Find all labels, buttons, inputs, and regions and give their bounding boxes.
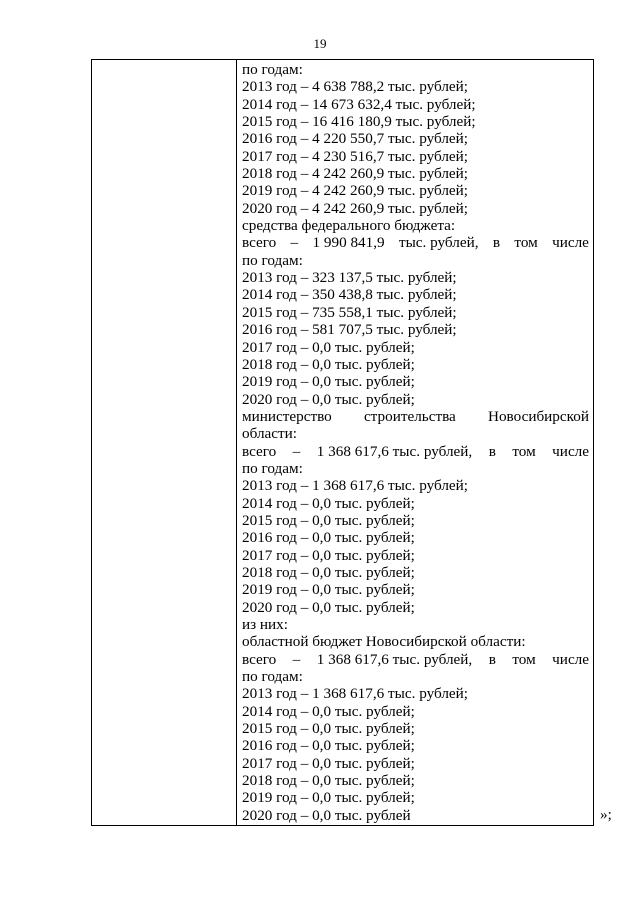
text-line: 2019 год – 4 242 260,9 тыс. рублей; <box>242 182 469 200</box>
text-line: 2018 год – 0,0 тыс. рублей; <box>242 355 415 373</box>
text-line: области: <box>242 425 297 443</box>
text-line-justified <box>242 408 589 425</box>
line-word: всего <box>242 234 277 252</box>
closing-quote-mark: »; <box>600 806 612 823</box>
line-word: строительства <box>363 407 456 425</box>
line-word: в <box>492 234 501 252</box>
line-word: числе <box>552 650 589 668</box>
line-word: том <box>514 234 538 252</box>
line-word: числе <box>552 234 589 252</box>
text-line: 2016 год – 581 707,5 тыс. рублей; <box>242 321 457 339</box>
text-line: 2013 год – 1 368 617,6 тыс. рублей; <box>242 477 469 495</box>
text-line-justified <box>242 651 589 668</box>
line-word: всего <box>242 442 277 460</box>
text-line: по годам: <box>242 251 303 269</box>
text-line: 2017 год – 0,0 тыс. рублей; <box>242 546 415 564</box>
text-line: 2019 год – 0,0 тыс. рублей; <box>242 373 415 391</box>
text-line: 2016 год – 0,0 тыс. рублей; <box>242 737 415 755</box>
line-word: 1 368 617,6 тыс. рублей, <box>316 650 473 668</box>
text-line: 2017 год – 0,0 тыс. рублей; <box>242 754 415 772</box>
text-line: 2016 год – 0,0 тыс. рублей; <box>242 529 415 547</box>
text-line: 2014 год – 14 673 632,4 тыс. рублей; <box>242 95 476 113</box>
line-word: – <box>292 442 301 460</box>
financing-text-cell <box>242 61 589 824</box>
financing-table <box>91 59 594 826</box>
text-line: 2017 год – 4 230 516,7 тыс. рублей; <box>242 147 469 165</box>
line-word: в <box>488 650 496 668</box>
text-line: 2014 год – 0,0 тыс. рублей; <box>242 494 415 512</box>
line-word: том <box>512 650 536 668</box>
column-divider <box>236 60 237 825</box>
text-line: 2020 год – 0,0 тыс. рублей; <box>242 390 415 408</box>
text-line-justified <box>242 443 589 460</box>
text-line: по годам: <box>242 459 303 477</box>
line-word: тыс. рублей, <box>398 234 479 252</box>
text-line: 2017 год – 0,0 тыс. рублей; <box>242 338 415 356</box>
line-word: – <box>290 234 299 252</box>
line-word: – <box>292 650 301 668</box>
text-line: 2018 год – 0,0 тыс. рублей; <box>242 772 415 790</box>
line-word: 1 368 617,6 тыс. рублей, <box>316 442 473 460</box>
text-line: 2019 год – 0,0 тыс. рублей; <box>242 789 415 807</box>
text-line: по годам: <box>242 668 303 686</box>
line-word: Новосибирской <box>487 407 589 425</box>
text-line: 2014 год – 350 438,8 тыс. рублей; <box>242 286 457 304</box>
text-line: 2020 год – 0,0 тыс. рублей <box>242 806 411 824</box>
text-line: 2015 год – 16 416 180,9 тыс. рублей; <box>242 113 476 131</box>
text-line: 2018 год – 0,0 тыс. рублей; <box>242 563 415 581</box>
line-word: том <box>512 442 536 460</box>
text-line: средства федерального бюджета: <box>242 217 456 235</box>
text-line: 2019 год – 0,0 тыс. рублей; <box>242 581 415 599</box>
text-line: 2020 год – 4 242 260,9 тыс. рублей; <box>242 199 469 217</box>
text-line: 2020 год – 0,0 тыс. рублей; <box>242 598 415 616</box>
text-line: 2014 год – 0,0 тыс. рублей; <box>242 702 415 720</box>
text-line: 2015 год – 735 558,1 тыс. рублей; <box>242 303 457 321</box>
text-line: 2015 год – 0,0 тыс. рублей; <box>242 720 415 738</box>
page-number: 19 <box>313 36 327 51</box>
text-line: 2015 год – 0,0 тыс. рублей; <box>242 511 415 529</box>
text-line: 2013 год – 4 638 788,2 тыс. рублей; <box>242 78 469 96</box>
line-word: в <box>488 442 496 460</box>
text-line: областной бюджет Новосибирской области: <box>242 633 526 651</box>
text-line: 2013 год – 1 368 617,6 тыс. рублей; <box>242 685 469 703</box>
text-line: из них: <box>242 616 288 633</box>
text-line: 2013 год – 323 137,5 тыс. рублей; <box>242 269 457 287</box>
text-line: по годам: <box>242 61 303 78</box>
text-line-justified <box>242 234 589 251</box>
text-line: 2018 год – 4 242 260,9 тыс. рублей; <box>242 165 469 183</box>
line-word: министерство <box>242 407 332 425</box>
line-word: 1 990 841,9 <box>312 234 385 252</box>
line-word: всего <box>242 650 277 668</box>
text-line: 2016 год – 4 220 550,7 тыс. рублей; <box>242 130 469 148</box>
line-word: числе <box>552 442 589 460</box>
